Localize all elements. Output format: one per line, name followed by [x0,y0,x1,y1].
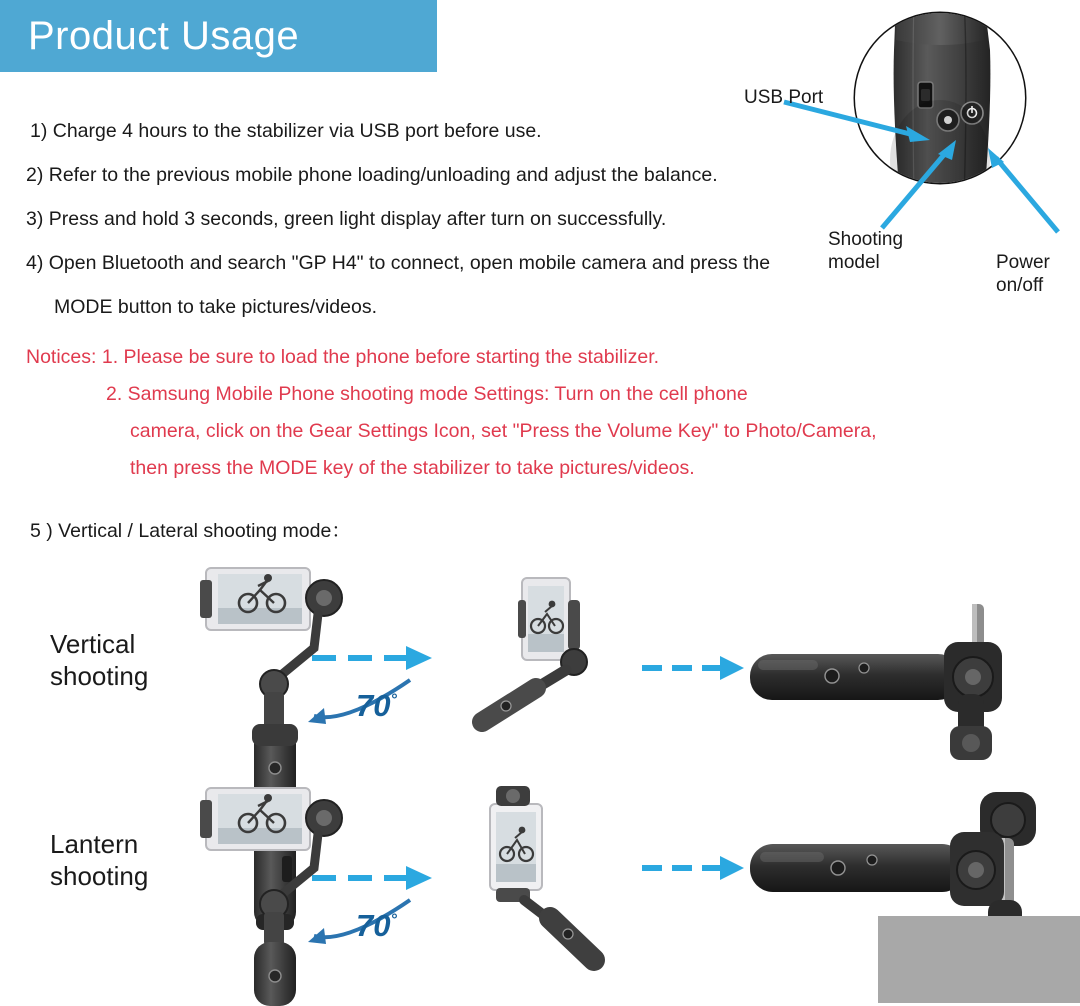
label-lantern-shooting [50,828,148,892]
page-title: Product Usage [28,14,300,58]
angle-unit-lantern: ° [390,911,397,929]
label-vertical-shooting-line2: shooting [50,661,149,691]
instruction-step-3: 3) Press and hold 3 seconds, green light display after turn on successfully. [26,208,667,230]
label-lantern-shooting-line1: Lantern [50,829,139,859]
notice-line-3: camera, click on the Gear Settings Icon, set "Press the Volume Key" to Photo/Camera, [130,420,877,442]
instruction-step-2: 2) Refer to the previous mobile phone loading/unloading and adjust the balance. [26,164,718,186]
transition-arrow-lantern [640,850,750,890]
notice-line-4: then press the MODE key of the stabilizer to take pictures/videos. [130,457,695,479]
bottom-right-grey-block [878,916,1080,1003]
gimbal-lantern-tilted-illustration [462,780,642,970]
label-vertical-shooting-line1: Vertical [50,629,136,659]
label-power-onoff-line1: Power [996,252,1050,273]
label-vertical-shooting [50,628,148,692]
angle-value-vertical: 70 [356,688,391,723]
gimbal-vertical-tilted-illustration [470,570,630,730]
instruction-step-4-continued: MODE button to take pictures/videos. [54,296,377,318]
label-shooting-model [828,228,903,274]
notice-line-2: 2. Samsung Mobile Phone shooting mode Settings: Turn on the cell phone [106,383,748,405]
angle-label-lantern [356,908,397,944]
notice-line-1: Notices: 1. Please be sure to load the phone before starting the stabilizer. [26,346,660,368]
label-power-onoff-line2: on/off [996,275,1044,296]
label-shooting-model-line2: model [828,252,880,273]
transition-arrow-vertical [640,650,750,690]
label-shooting-model-line1: Shooting [828,229,904,250]
angle-unit-vertical: ° [390,691,397,709]
power-callout-arrow [970,130,1080,240]
label-usb-port: USB Port [744,87,824,108]
label-lantern-shooting-line2: shooting [50,861,149,891]
instruction-step-1: 1) Charge 4 hours to the stabilizer via USB port before use. [30,120,542,142]
gimbal-horizontal-illustration-1 [744,598,1044,778]
instruction-step-4: 4) Open Bluetooth and search "GP H4" to connect, open mobile camera and press the [26,252,771,274]
angle-value-lantern: 70 [356,908,391,943]
label-power-onoff [996,251,1050,297]
angle-label-vertical [356,688,397,724]
instruction-step-5: 5 ) Vertical / Lateral shooting mode： [30,520,351,542]
